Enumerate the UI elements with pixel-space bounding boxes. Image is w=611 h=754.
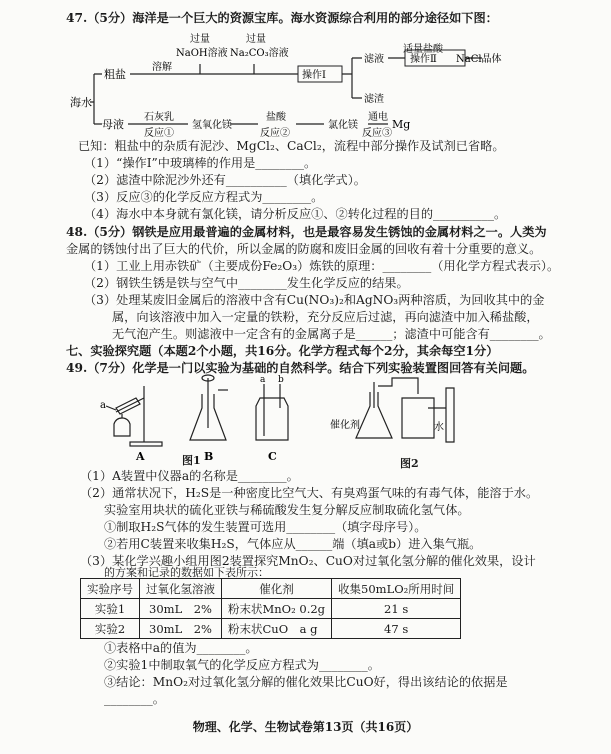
figure1-apparatus: [96, 375, 306, 468]
reaction2-label: 反应②: [260, 128, 290, 139]
naoh-label: NaOH溶液: [176, 48, 228, 59]
table-row: [81, 599, 461, 619]
table-cell: 粉末状CuO a g: [222, 619, 332, 639]
q47-sub1: （1）“操作Ⅰ”中玻璃棒的作用是________。: [84, 156, 317, 170]
table-cell: 粉末状MnO₂ 0.2g: [222, 599, 332, 619]
na2co3-label: Na₂CO₃溶液: [230, 48, 289, 59]
header-cell: 过氧化氢溶液: [140, 579, 222, 599]
water-label: 水: [434, 422, 444, 433]
op2-label: 操作Ⅱ: [410, 54, 437, 65]
q47-heading: 47.（5分）海洋是一个巨大的资源宝库。海水资源综合利用的部分途径如下图：: [66, 11, 498, 25]
q48-sub1: （1）工业上用赤铁矿（主要成份Fe₂O₃）炼铁的原理：________（用化学方程式表示）。: [84, 259, 560, 273]
header-cell: 实验序号: [81, 579, 140, 599]
q49-sub2b: 实验室用块状的硫化亚铁与稀硫酸发生复分解反应制取硫化氢气体。: [104, 503, 470, 517]
q49-t1: ①表格中a的值为________。: [104, 641, 258, 655]
table-header-row: [81, 579, 461, 599]
figure2-caption: 图2: [400, 457, 419, 470]
mg-label: Mg: [392, 118, 411, 131]
table-cell: 实验1: [81, 599, 140, 619]
figure1-caption: 图1: [182, 454, 201, 467]
fig1-label-B: B: [204, 450, 214, 463]
hcl-excess-label: 适量盐酸: [403, 44, 443, 55]
table-cell: 30mL 2%: [140, 599, 222, 619]
header-cell: 收集50mLO₂所用时间: [332, 579, 461, 599]
hcl-label: 盐酸: [266, 112, 286, 123]
mother-liquor-label: 母液: [102, 118, 124, 131]
q48-sub2: （2）钢铁生锈是铁与空气中________发生化学反应的结果。: [84, 276, 409, 290]
q48-sub3c: 无气泡产生。则滤液中一定含有的金属离子是______；滤渣中可能含有________。: [112, 327, 551, 341]
excess-label-1: 过量: [190, 34, 210, 45]
q48-sub3a: （3）处理某废旧金属后的溶液中含有Cu(NO₃)₂和AgNO₃两种溶质，为回收其中的金: [84, 293, 545, 307]
filtrate-label: 滤液: [364, 54, 384, 65]
q49-t2: ②实验1中制取氧气的化学反应方程式为________。: [104, 658, 380, 672]
fig1-label-a: a: [100, 400, 106, 411]
excess-label-2: 过量: [246, 34, 266, 45]
fig1-c-port-b: b: [278, 375, 284, 385]
q48-sub3b: 属，向该溶液中加入一定量的铁粉，充分反应后过滤，再向滤渣中加入稀盐酸，: [112, 310, 539, 324]
figure2-apparatus: [330, 378, 470, 458]
q47-known: 已知：粗盐中的杂质有泥沙、MgCl₂、CaCl₂，流程中部分操作及试剂已省略。: [78, 139, 505, 153]
catalyst-label: 催化剂: [330, 420, 360, 431]
q49-sub1: （1）A装置中仪器a的名称是________。: [80, 469, 299, 483]
residue-label: 滤渣: [364, 94, 384, 105]
seawater-label: 海水: [70, 96, 92, 109]
q49-sub3a: （3）某化学兴趣小组用图2装置探究MnO₂、CuO对过氧化氢分解的催化效果，设计: [80, 554, 536, 568]
fig1-c-port-a: a: [260, 375, 266, 385]
q49-sub2a: （2）通常状况下，H₂S是一种密度比空气大、有臭鸡蛋气味的有毒气体，能溶于水。: [80, 486, 539, 500]
fig1-label-A: A: [136, 450, 145, 463]
q47-sub3: （3）反应③的化学反应方程式为________。: [84, 190, 324, 204]
q48-line2: 金属的锈蚀付出了巨大的代价，所以金属的防腐和废旧金属的回收有着十分重要的意义。: [66, 242, 542, 256]
fig1-label-C: C: [268, 450, 277, 463]
mgoh-label: 氢氧化镁: [192, 120, 232, 131]
q49-sub2c: ①制取H₂S气体的发生装置可选用________（填字母序号）。: [104, 520, 427, 534]
reaction3-label: 反应③: [362, 128, 392, 139]
reaction1-label: 反应①: [144, 128, 174, 139]
q48-line1: 48.（5分）钢铁是应用最普遍的金属材料，也是最容易发生锈蚀的金属材料之一。人类为: [66, 225, 547, 239]
table-cell: 21 s: [332, 599, 461, 619]
table-cell: 47 s: [332, 619, 461, 639]
power-label: 通电: [368, 112, 388, 123]
table-cell: 实验2: [81, 619, 140, 639]
q49-heading: 49.（7分）化学是一门以实验为基础的自然科学。结合下列实验装置图回答有关问题。: [66, 361, 535, 375]
nacl-label: NaCl晶体: [456, 54, 502, 65]
q49-sub2d: ②若用C装置来收集H₂S，气体应从______端（填a或b）进入集气瓶。: [104, 537, 482, 551]
table-cell: 30mL 2%: [140, 619, 222, 639]
mgcl-label: 氯化镁: [328, 120, 358, 131]
q49-sub3b: 的方案和记录的数据如下表所示：: [104, 566, 269, 579]
lime-label: 石灰乳: [144, 112, 174, 123]
q49-t3a: ③结论：MnO₂对过氧化氢分解的催化效果比CuO好，得出该结论的依据是: [104, 675, 508, 689]
experiment-table: [80, 578, 461, 639]
q47-sub4: （4）海水中本身就有氯化镁，请分析反应①、②转化过程的目的__________。: [84, 207, 507, 221]
q49-t3b: ________。: [104, 692, 165, 706]
q47-sub2: （2）滤渣中除泥沙外还有__________（填化学式）。: [84, 173, 366, 187]
header-cell: 催化剂: [222, 579, 332, 599]
dissolve-label: 溶解: [152, 62, 172, 73]
page-footer: 物理、化学、生物试卷第13页（共16页）: [192, 720, 419, 734]
q47-flowchart: [70, 32, 502, 139]
op1-label: 操作Ⅰ: [302, 70, 326, 81]
crude-salt-label: 粗盐: [104, 68, 126, 81]
table-row: [81, 619, 461, 639]
section7-title: 七、实验探究题（本题2个小题，共16分。化学方程式每个2分，其余每空1分）: [66, 344, 499, 358]
